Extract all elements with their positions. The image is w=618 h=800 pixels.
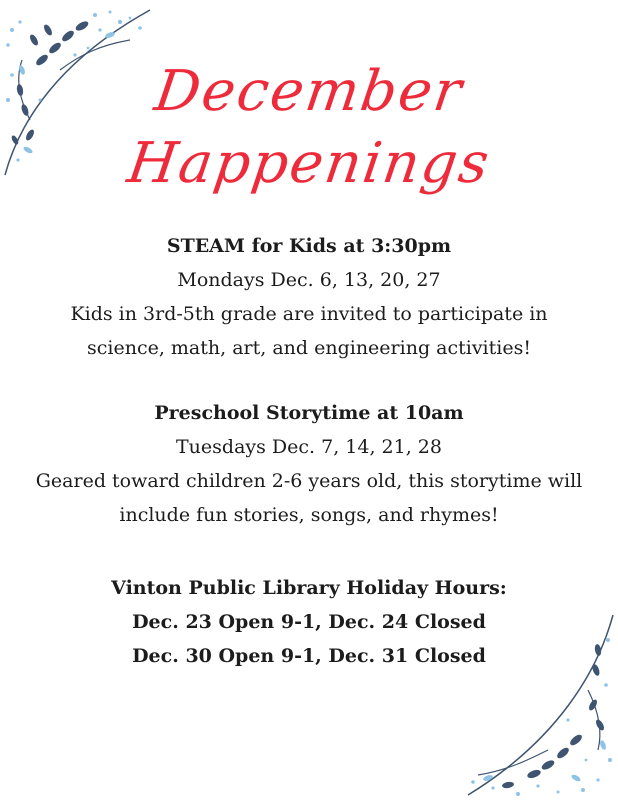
event-heading: STEAM for Kids at 3:30pm — [166, 235, 452, 257]
event-dates: Mondays Dec. 6, 13, 20, 27 — [177, 269, 441, 291]
title-line-2: Happenings — [123, 131, 495, 196]
event-steam — [0, 229, 618, 365]
event-storytime — [0, 396, 618, 532]
event-dates: Tuesdays Dec. 7, 14, 21, 28 — [176, 436, 442, 458]
title-line-1: December — [150, 59, 468, 124]
holiday-hours-line: Dec. 23 Open 9-1, Dec. 24 Closed — [132, 611, 486, 633]
event-description-line: Geared toward children 2-6 years old, this storytime will — [35, 470, 583, 492]
event-description-line: Kids in 3rd-5th grade are invited to participate in — [70, 303, 548, 325]
holiday-hours — [0, 571, 618, 673]
event-description-line: science, math, art, and engineering activities! — [87, 337, 531, 359]
holiday-hours-line: Dec. 30 Open 9-1, Dec. 31 Closed — [132, 645, 486, 667]
event-description-line: include fun stories, songs, and rhymes! — [119, 504, 499, 526]
holiday-hours-heading: Vinton Public Library Holiday Hours: — [111, 577, 507, 599]
event-heading: Preschool Storytime at 10am — [154, 402, 464, 424]
